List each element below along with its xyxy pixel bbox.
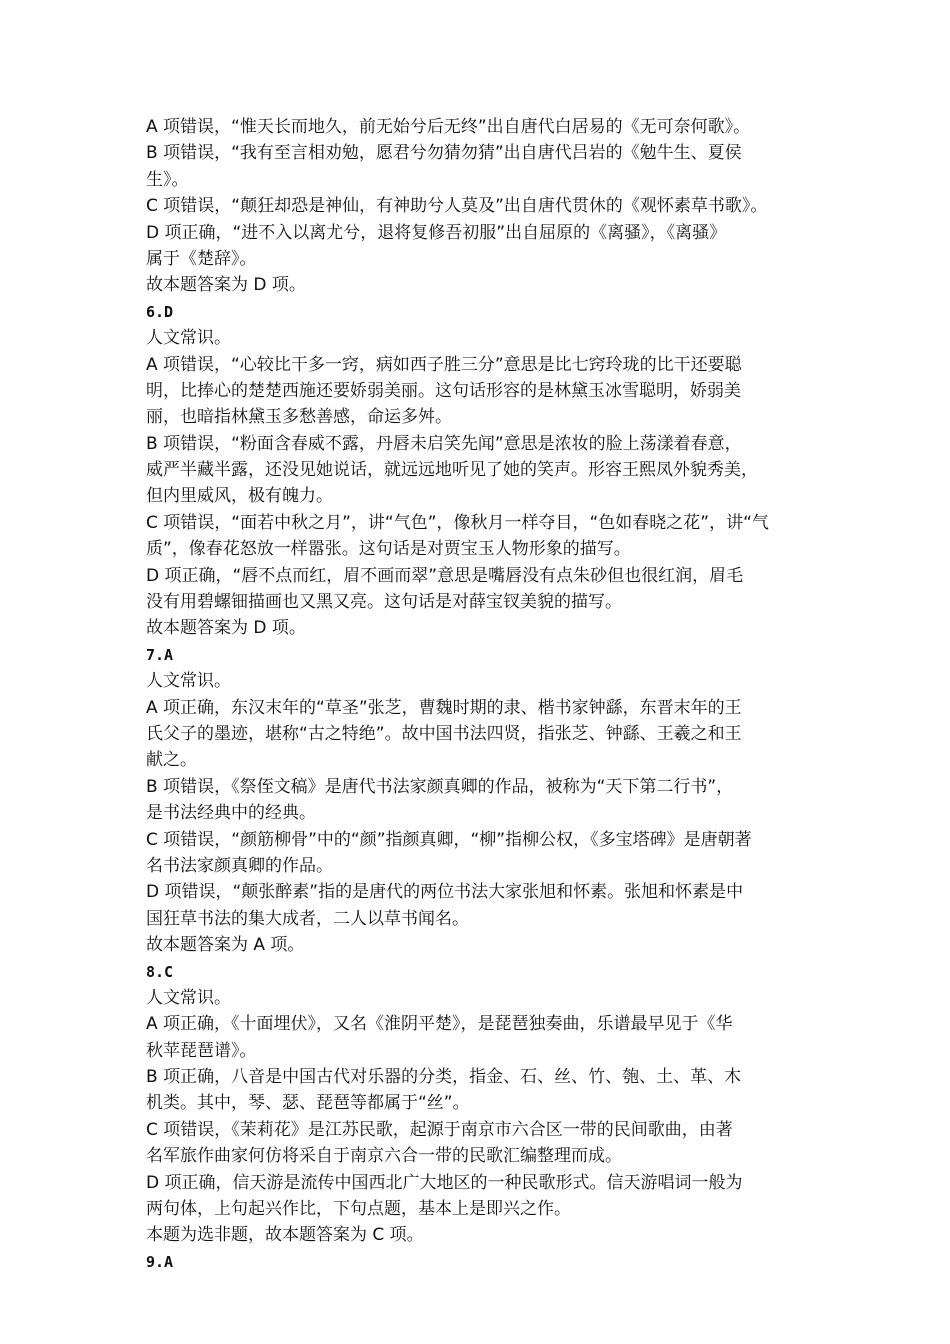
document-page: [146, 114, 810, 1275]
text-line: 人文常识。: [146, 671, 231, 692]
text-line: 献之。: [146, 750, 197, 771]
text-line: 丽，也暗指林黛玉多愁善感，命运多舛。: [146, 407, 452, 428]
text-line: C 项错误，“面若中秋之月”，讲“气色”，像秋月一样夺目，“色如春晓之花”，讲“气: [146, 512, 769, 533]
question-number: 8.C: [146, 962, 174, 981]
text-line: B 项正确，八音是中国古代对乐器的分类，指金、石、丝、竹、匏、土、革、木: [146, 1067, 742, 1088]
text-line: 是书法经典中的经典。: [146, 803, 316, 824]
text-line: A 项正确，东汉末年的“草圣”张芝，曹魏时期的隶、楷书家钟繇，东晋末年的王: [146, 697, 742, 718]
text-line: 国狂草书法的集大成者，二人以草书闻名。: [146, 908, 469, 929]
text-line: C 项错误，“颠狂却恐是神仙，有神助兮人莫及”出自唐代贯休的《观怀素草书歌》。: [146, 196, 768, 217]
text-line: A 项正确，《十面埋伏》，又名《淮阴平楚》，是琵琶独奏曲，乐谱最早见于《华: [146, 1014, 733, 1035]
text-line: D 项正确，“进不入以离尤兮，退将复修吾初服”出自屈原的《离骚》，《离骚》: [146, 222, 727, 243]
text-line: 氏父子的墨迹，堪称“古之特绝”。故中国书法四贤，指张芝、钟繇、王羲之和王: [146, 723, 742, 744]
text-line: 本题为选非题，故本题答案为 C 项。: [146, 1225, 424, 1246]
text-line: B 项错误，“粉面含春威不露，丹唇未启笑先闻”意思是浓妆的脸上荡漾着春意，: [146, 433, 742, 454]
text-line: 明，比捧心的楚楚西施还要娇弱美丽。这句话形容的是林黛玉冰雪聪明，娇弱美: [146, 380, 741, 401]
text-line: 名军旅作曲家何仿将采自于南京六合一带的民歌汇编整理而成。: [146, 1146, 622, 1167]
text-line: 质”，像春花怒放一样嚣张。这句话是对贾宝玉人物形象的描写。: [146, 539, 631, 560]
text-line: C 项错误，“颜筋柳骨”中的“颜”指颜真卿，“柳”指柳公权，《多宝塔碑》是唐朝著: [146, 829, 752, 850]
text-line: C 项错误，《茉莉花》是江苏民歌，起源于南京市六合区一带的民间歌曲，由著: [146, 1119, 733, 1140]
question-number: 7.A: [146, 645, 174, 664]
text-line: A 项错误，“惟天长而地久，前无始兮后无终”出自唐代白居易的《无可奈何歌》。: [146, 117, 751, 137]
text-line: 但内里威风，极有魄力。: [146, 486, 333, 507]
text-line: D 项正确，“唇不点而红，眉不画而翠”意思是嘴唇没有点朱砂但也很红润，眉毛: [146, 565, 744, 586]
text-line: 秋苹琵琶谱》。: [146, 1040, 257, 1061]
text-line: B 项错误，“我有至言相劝勉，愿君兮勿猜勿猜”出自唐代吕岩的《勉牛生、夏侯: [146, 143, 742, 164]
text-line: 故本题答案为 D 项。: [146, 275, 306, 296]
text-line: 两句体，上句起兴作比，下句点题，基本上是即兴之作。: [146, 1199, 571, 1220]
question-number: 9.A: [146, 1252, 174, 1271]
text-line: 没有用碧螺钿描画也又黑又亮。这句话是对薛宝钗美貌的描写。: [146, 592, 622, 613]
text-line: D 项正确，信天游是流传中国西北广大地区的一种民歌形式。信天游唱词一般为: [146, 1172, 743, 1193]
text-line: 威严半藏半露，还没见她说话，就远远地听见了她的笑声。形容王熙凤外貌秀美，: [146, 460, 758, 481]
text-line: 机类。其中，琴、瑟、琵琶等都属于“丝”。: [146, 1093, 470, 1114]
text-line: D 项错误，“颠张醉素”指的是唐代的两位书法大家张旭和怀素。张旭和怀素是中: [146, 882, 744, 903]
text-line: 名书法家颜真卿的作品。: [146, 855, 333, 876]
text-line: 属于《楚辞》。: [146, 248, 257, 269]
text-line: B 项错误，《祭侄文稿》是唐代书法家颜真卿的作品，被称为“天下第二行书”，: [146, 776, 734, 797]
text-line: 故本题答案为 D 项。: [146, 618, 306, 639]
text-line: 人文常识。: [146, 328, 231, 349]
text-line: 故本题答案为 A 项。: [146, 935, 305, 956]
text-line: 生》。: [146, 169, 189, 190]
question-number: 6.D: [146, 302, 174, 321]
text-line: A 项错误，“心较比干多一窍，病如西子胜三分”意思是比七窍玲珑的比干还要聪: [146, 354, 742, 375]
text-line: 人文常识。: [146, 987, 231, 1008]
